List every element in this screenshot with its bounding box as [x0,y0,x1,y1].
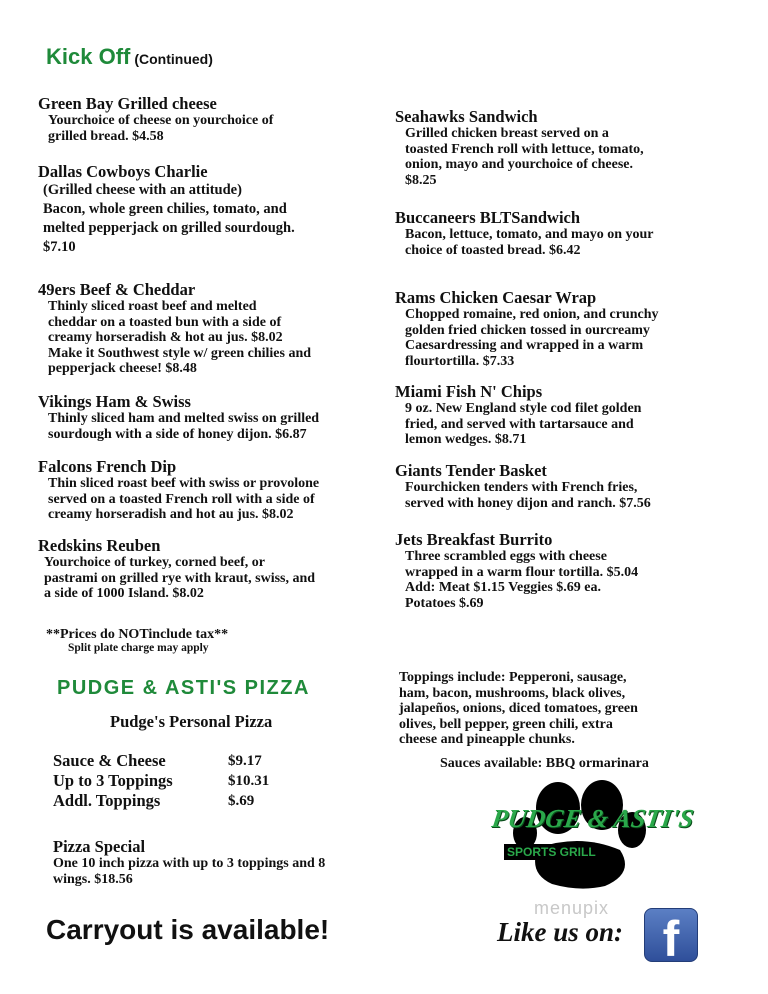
item-name: 49ers Beef & Cheddar [38,280,196,299]
toppings-line: jalapeños, onions, diced tomatoes, green [399,701,638,716]
item-desc-line: creamy horseradish & hot au jus. $8.02 [48,330,283,345]
item-desc-line: fried, and served with tartarsauce and [405,416,634,432]
item-desc-line: Thinly sliced roast beef and melted [48,299,257,314]
item-desc-line: pepperjack cheese! $8.48 [48,361,197,376]
section-title: Kick Off [46,44,131,69]
item-desc-line: golden fried chicken tossed in ourcreamy [405,322,650,338]
menu-item [395,462,755,511]
item-desc-line: toasted French roll with lettuce, tomato, [405,141,644,157]
facebook-letter: f [662,911,680,962]
tax-note-line: **Prices do NOTinclude tax** [46,627,229,642]
item-name: Redskins Reuben [38,536,161,555]
menu-item [395,209,755,258]
split-plate-note: Split plate charge may apply [68,642,209,654]
item-desc-line: Yourchoice of cheese on yourchoice of [48,113,274,128]
item-name: Buccaneers BLTSandwich [395,208,581,227]
item-name: Giants Tender Basket [395,461,547,480]
item-desc-line: onion, mayo and yourchoice of cheese. [405,157,634,172]
menu-item [38,163,388,257]
pizza-price-row [53,791,269,811]
menu-item [38,537,388,602]
item-desc-line: Yourchoice of turkey, corned beef, or [44,555,265,570]
item-name: Green Bay Grilled cheese [38,94,217,113]
menu-item [38,281,388,377]
item-desc-line: sourdough with a side of honey dijon. $6.87 [48,426,307,442]
pizza-option-label: Up to 3 Toppings [53,771,173,790]
item-desc-line: 9 oz. New England style cod filet golden [405,401,642,416]
pizza-price-row [53,771,269,791]
item-name: Vikings Ham & Swiss [38,392,191,411]
item-desc-line: melted pepperjack on grilled sourdough. [43,220,295,236]
item-desc-line: Thinly sliced ham and melted swiss on grilled [48,411,320,426]
pizza-title: PUDGE & ASTI'S PIZZA [57,677,310,699]
toppings-line: olives, bell pepper, green chili, extra [399,716,613,732]
item-desc-line: Make it Southwest style w/ green chilies and [48,345,312,361]
item-desc-line: lemon wedges. $8.71 [405,432,527,447]
pizza-special-desc-line: One 10 inch pizza with up to 3 toppings and 8 [53,856,326,871]
menu-item [38,458,388,523]
item-desc-line: pastrami on grilled rye with kraut, swiss, and [44,570,316,586]
item-desc-line: Add: Meat $1.15 Veggies $.69 ea. [405,580,601,595]
item-desc-line: flourtortilla. $7.33 [405,353,515,369]
item-name: Seahawks Sandwich [395,107,538,126]
pizza-price-list [53,751,269,811]
pizza-special [53,838,393,887]
item-desc-line: (Grilled cheese with an attitude) [43,182,242,198]
item-desc-line: $7.10 [43,239,76,255]
item-desc-line: Thin sliced roast beef with swiss or provolone [48,476,320,491]
item-name: Jets Breakfast Burrito [395,530,553,549]
item-desc-line: cheddar on a toasted bun with a side of [48,314,282,330]
pizza-option-label: Sauce & Cheese [53,751,166,770]
item-desc-line: $8.25 [405,172,437,188]
item-desc-line: choice of toasted bread. $6.42 [405,242,581,258]
menu-item [38,95,388,144]
item-name: Miami Fish N' Chips [395,382,543,401]
item-desc-line: creamy horseradish and hot au jus. $8.02 [48,507,294,522]
menu-item [395,531,755,611]
toppings-line: ham, bacon, mushrooms, black olives, [399,685,626,701]
item-name: Rams Chicken Caesar Wrap [395,288,597,307]
tax-note [46,627,228,655]
item-desc-line: wrapped in a warm flour tortilla. $5.04 [405,564,639,580]
toppings-line: cheese and pineapple chunks. [399,732,575,747]
carryout-banner: Carryout is available! [46,914,330,945]
section-header [46,44,213,70]
pizza-price-row [53,751,269,771]
item-desc-line: Potatoes $.69 [405,595,484,611]
sauces-note: Sauces available: BBQ ormarinara [440,756,649,771]
item-desc-line: Fourchicken tenders with French fries, [405,480,638,495]
item-desc-line: Bacon, lettuce, tomato, and mayo on your [405,227,654,242]
item-desc-line: Caesardressing and wrapped in a warm [405,338,644,353]
item-name: Dallas Cowboys Charlie [38,162,208,181]
menu-item [38,393,388,442]
restaurant-logo [490,778,696,893]
item-desc-line: Chopped romaine, red onion, and crunchy [405,307,659,322]
item-desc-line: grilled bread. $4.58 [48,128,164,144]
facebook-icon[interactable] [644,908,698,962]
pizza-option-price: $9.17 [228,753,262,769]
paw-print-icon [490,778,660,893]
logo-tagline: SPORTS GRILL [504,844,599,860]
item-desc-line: served with honey dijon and ranch. $7.56 [405,495,651,511]
item-name: Falcons French Dip [38,457,177,476]
item-desc-line: a side of 1000 Island. $8.02 [44,586,204,601]
item-desc-line: Bacon, whole green chilies, tomato, and [43,201,287,217]
toppings-line: Toppings include: Pepperoni, sausage, [399,670,627,685]
pizza-subtitle: Pudge's Personal Pizza [110,712,273,731]
pizza-option-price: $10.31 [228,773,270,789]
pizza-option-label: Addl. Toppings [53,791,161,810]
menu-item [395,289,755,369]
pizza-special-title: Pizza Special [53,837,146,856]
section-subtitle: (Continued) [134,51,213,67]
item-desc-line: Three scrambled eggs with cheese [405,549,607,564]
pizza-special-desc-line: wings. $18.56 [53,871,133,887]
menu-item [395,383,755,448]
like-us-text: Like us on: [497,917,624,947]
item-desc-line: Grilled chicken breast served on a [405,126,609,141]
pizza-option-price: $.69 [228,793,255,809]
watermark: menupix [534,898,610,918]
toppings-list [399,670,759,748]
logo-name: PUDGE & ASTI'S [490,804,696,833]
menu-item [395,108,755,188]
item-desc-line: served on a toasted French roll with a side of [48,491,315,507]
